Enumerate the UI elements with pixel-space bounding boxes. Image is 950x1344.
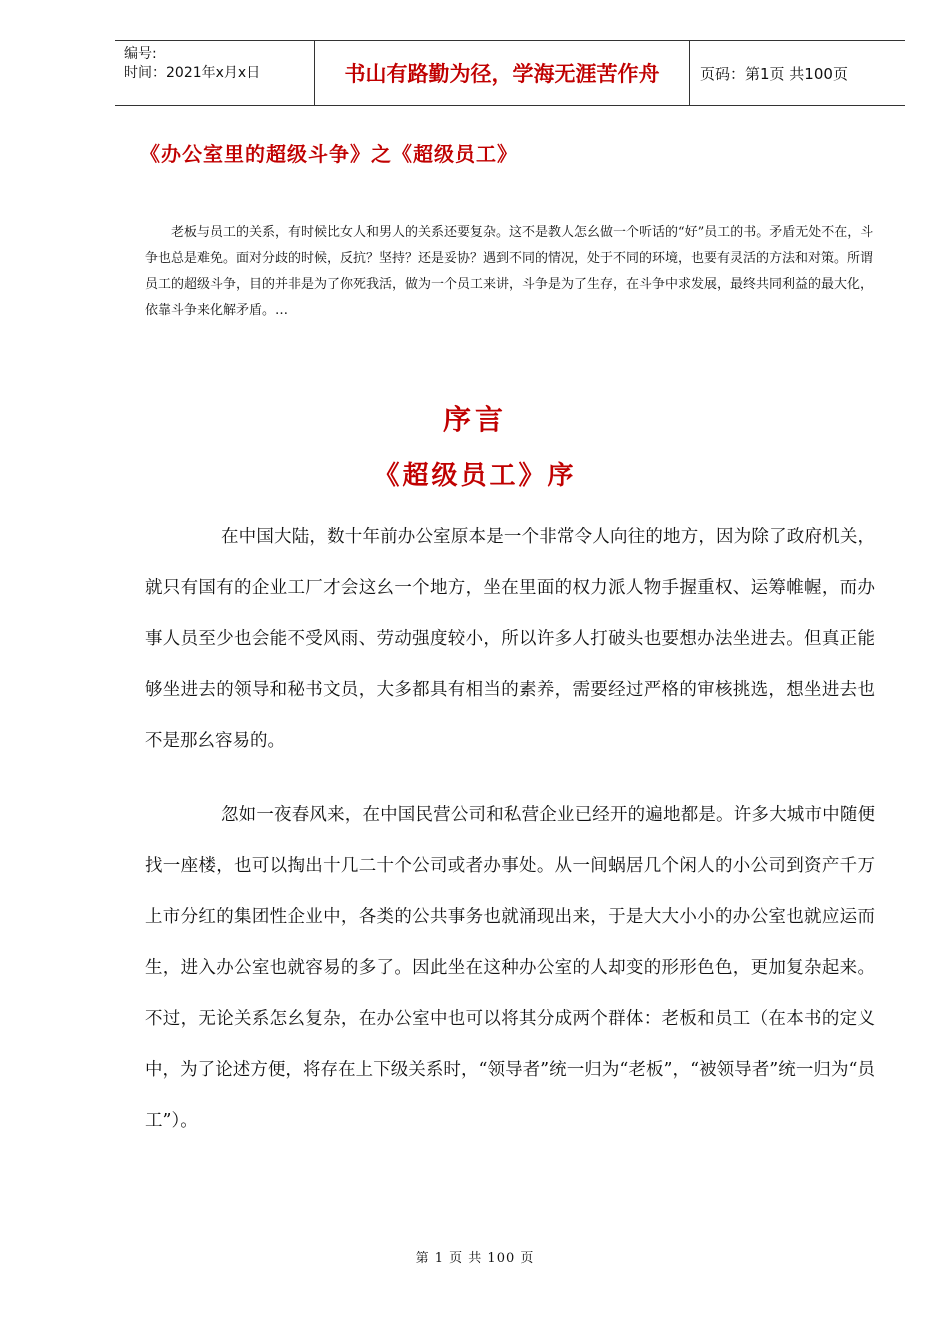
body-paragraph: 忽如一夜春风来，在中国民营公司和私营企业已经开的遍地都是。许多大城市中随便找一座楼，也可以掏出十几二十个公司或者办事处。从一间蜗居几个闲人的小公司到资产千万上市分红的集团性企业中，各类的公共事务也就涌现出来，于是大大小小的办公室也就应运而生，进入办公室也就容易的多了。因此坐在这种办公室的人却变的形形色色，更加复杂起来。不过，无论关系怎幺复杂，在办公室中也可以将其分成两个群体：老板和员工（在本书的定义中，为了论述方便，将存在上下级关系时，“领导者”统一归为“老板”，“被领导者”统一归为“员工”）。: [145, 805, 875, 1131]
preface-title: 序言: [442, 403, 507, 436]
document-title: 《办公室里的超级斗争》之《超级员工》: [140, 142, 518, 166]
document-time: 时间：2021年x月x日: [124, 65, 261, 81]
page-footer: 第 1 页 共 100 页: [415, 1251, 535, 1266]
body-paragraph: 在中国大陆，数十年前办公室原本是一个非常令人向往的地方，因为除了政府机关，就只有国有的企业工厂才会这幺一个地方，坐在里面的权力派人物手握重权、运筹帷幄，而办事人员至少也会能不受风雨、劳动强度较小，所以许多人打破头也要想办法坐进去。但真正能够坐进去的领导和秘书文员，大多都具有相当的素养，需要经过严格的审核挑选，想坐进去也不是那幺容易的。: [145, 527, 875, 751]
header-meta: [115, 41, 315, 105]
document-summary: 老板与员工的关系，有时候比女人和男人的关系还要复杂。这不是教人怎幺做一个听话的“好”员工的书。矛盾无处不在，斗争也总是难免。面对分歧的时候，反抗？坚持？还是妥协？遇到不同的情况，处于不同的环境，也要有灵活的方法和对策。所谓员工的超级斗争，目的并非是为了你死我活，做为一个员工来讲，斗争是为了生存，在斗争中求发展，最终共同利益的最大化，依靠斗争来化解矛盾。…: [145, 225, 874, 318]
page-header: [115, 40, 905, 106]
preface-subtitle: 《超级员工》序: [373, 461, 577, 491]
document-number-label: 编号:: [124, 46, 157, 62]
header-page-info: 页码：第1页 共100页: [700, 64, 848, 83]
header-motto: 书山有路勤为径，学海无涯苦作舟: [315, 41, 690, 105]
